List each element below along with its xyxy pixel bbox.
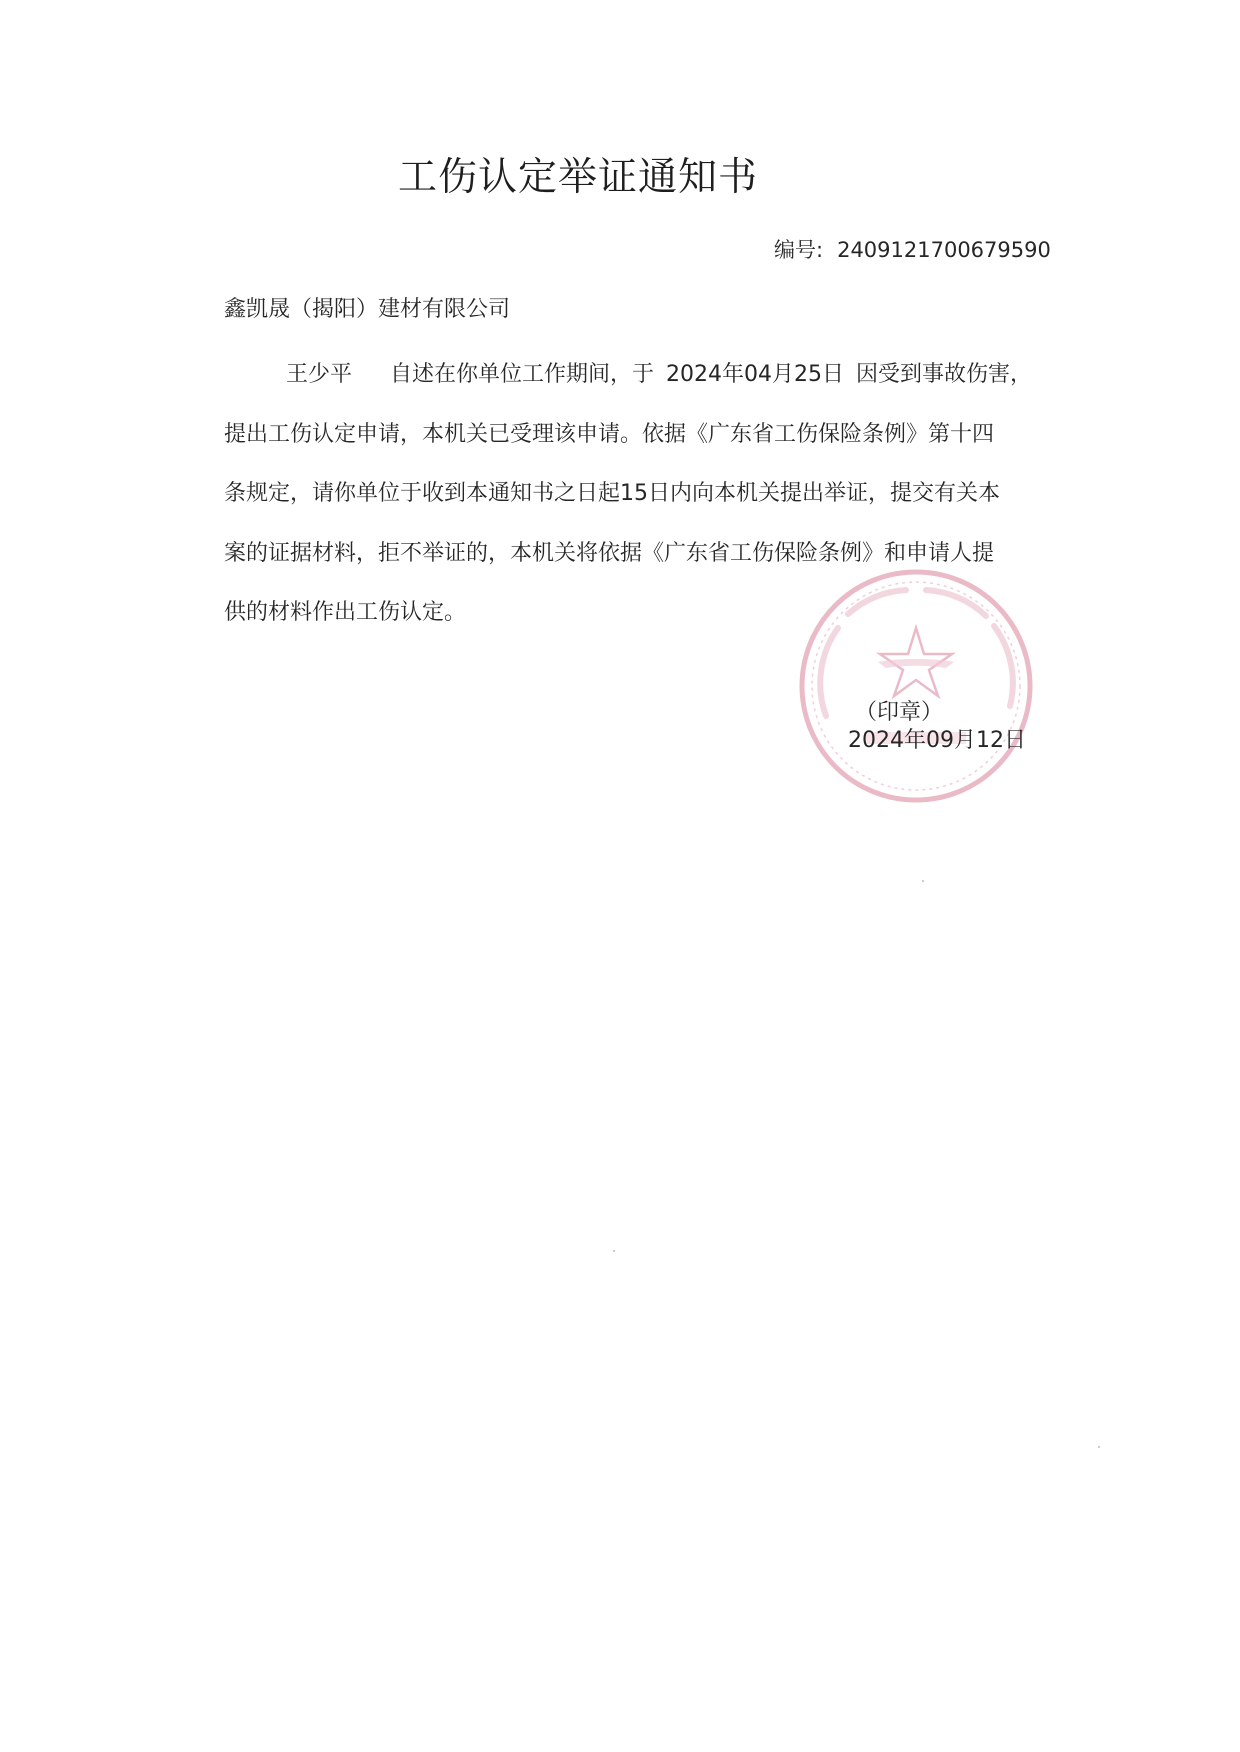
document-number-label: 编号: [774, 238, 824, 262]
document-number [774, 234, 1051, 264]
official-seal-icon [796, 566, 1036, 806]
scan-speck [1098, 1446, 1100, 1448]
scan-speck [613, 1250, 615, 1252]
document-title: 工伤认定举证通知书 [398, 155, 759, 200]
body-line-2: 提出工伤认定申请，本机关已受理该申请。依据《广东省工伤保险条例》第十四 [224, 421, 995, 447]
stamp-label: （印章） [855, 700, 944, 725]
document-number-value: 2409121700679590 [837, 238, 1051, 262]
recipient-company: 鑫凯晟（揭阳）建材有限公司 [224, 297, 511, 322]
body-line-1: 王少平 自述在你单位工作期间，于 2024年04月25日 因受到事故伤害， [286, 362, 1033, 387]
injury-date: 2024年04月25日 [666, 362, 845, 387]
body-line-4: 案的证据材料，拒不举证的，本机关将依据《广东省工伤保险条例》和申请人提 [224, 540, 995, 566]
issue-date: 2024年09月12日 [848, 728, 1026, 753]
body-line-5: 供的材料作出工伤认定。 [224, 600, 467, 625]
body-line-3: 条规定，请你单位于收到本通知书之日起15日内向本机关提出举证，提交有关本 [224, 481, 1000, 506]
worker-name: 王少平 [286, 362, 353, 387]
scan-speck [922, 880, 924, 882]
